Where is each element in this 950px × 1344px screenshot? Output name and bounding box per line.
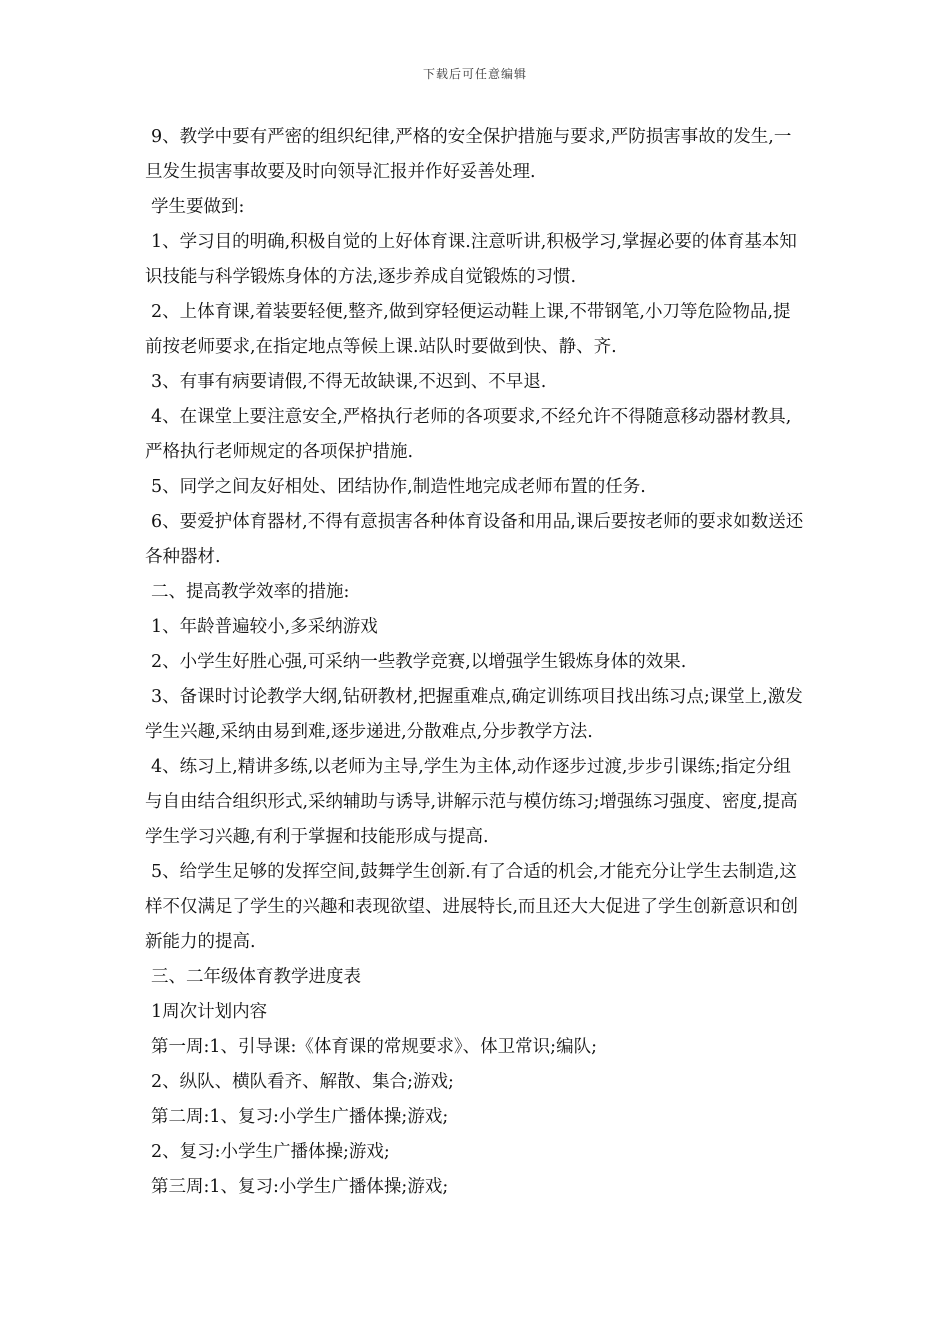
paragraph-student-5: 5、同学之间友好相处、团结协作,制造性地完成老师布置的任务. <box>151 477 646 497</box>
section-heading-2: 二、提高教学效率的措施: <box>151 582 350 602</box>
schedule-week-3-item-1: 第三周:1、复习:小学生广播体操;游戏; <box>151 1177 449 1197</box>
paragraph-student-1: 1、学习目的明确,积极自觉的上好体育课.注意听讲,积极学习,掌握必要的体育基本知识技能与科学锻炼身体的方法,逐步养成自觉锻炼的习惯. <box>145 232 797 287</box>
document-body <box>145 120 807 1205</box>
schedule-week-1-item-2: 2、纵队、横队看齐、解散、集合;游戏; <box>151 1072 454 1092</box>
paragraph-student-3: 3、有事有病要请假,不得无故缺课,不迟到、不早退. <box>151 372 547 392</box>
paragraph-measure-5: 5、给学生足够的发挥空间,鼓舞学生创新.有了合适的机会,才能充分让学生去制造,这样不仅满足了学生的兴趣和表现欲望、进展特长,而且还大大促进了学生创新意识和创新能力的提高. <box>145 862 799 952</box>
section-heading-3: 三、二年级体育教学进度表 <box>151 967 361 987</box>
schedule-week-1-item-1: 第一周:1、引导课:《体育课的常规要求》、体卫常识;编队; <box>151 1037 597 1057</box>
paragraph-measure-4: 4、练习上,精讲多练,以老师为主导,学生为主体,动作逐步过渡,步步引课练;指定分组与自由结合组织形式,采纳辅助与诱导,讲解示范与模仿练习;增强练习强度、密度,提高学生学习兴趣,有利于掌握和技能形成与提高. <box>145 757 798 847</box>
paragraph-student-2: 2、上体育课,着装要轻便,整齐,做到穿轻便运动鞋上课,不带钢笔,小刀等危险物品,提前按老师要求,在指定地点等候上课.站队时要做到快、静、齐. <box>145 302 791 357</box>
paragraph-measure-1: 1、年龄普遍较小,多采纳游戏 <box>151 617 378 637</box>
paragraph-rule-9: 9、教学中要有严密的组织纪律,严格的安全保护措施与要求,严防损害事故的发生,一旦发生损害事故要及时向领导汇报并作好妥善处理. <box>145 127 792 182</box>
page-header: 下载后可任意编辑 <box>422 67 527 81</box>
paragraph-students-heading: 学生要做到: <box>151 197 245 217</box>
schedule-header: 1周次计划内容 <box>151 1002 268 1022</box>
paragraph-measure-2: 2、小学生好胜心强,可采纳一些教学竞赛,以增强学生锻炼身体的效果. <box>151 652 687 672</box>
schedule-week-2-item-1: 第二周:1、复习:小学生广播体操;游戏; <box>151 1107 449 1127</box>
paragraph-student-4: 4、在课堂上要注意安全,严格执行老师的各项要求,不经允许不得随意移动器材教具,严格执行老师规定的各项保护措施. <box>145 407 792 462</box>
schedule-week-2-item-2: 2、复习:小学生广播体操;游戏; <box>151 1142 390 1162</box>
paragraph-student-6: 6、要爱护体育器材,不得有意损害各种体育设备和用品,课后要按老师的要求如数送还各种器材. <box>145 512 804 567</box>
paragraph-measure-3: 3、备课时讨论教学大纲,钻研教材,把握重难点,确定训练项目找出练习点;课堂上,激发学生兴趣,采纳由易到难,逐步递进,分散难点,分步教学方法. <box>145 687 803 742</box>
